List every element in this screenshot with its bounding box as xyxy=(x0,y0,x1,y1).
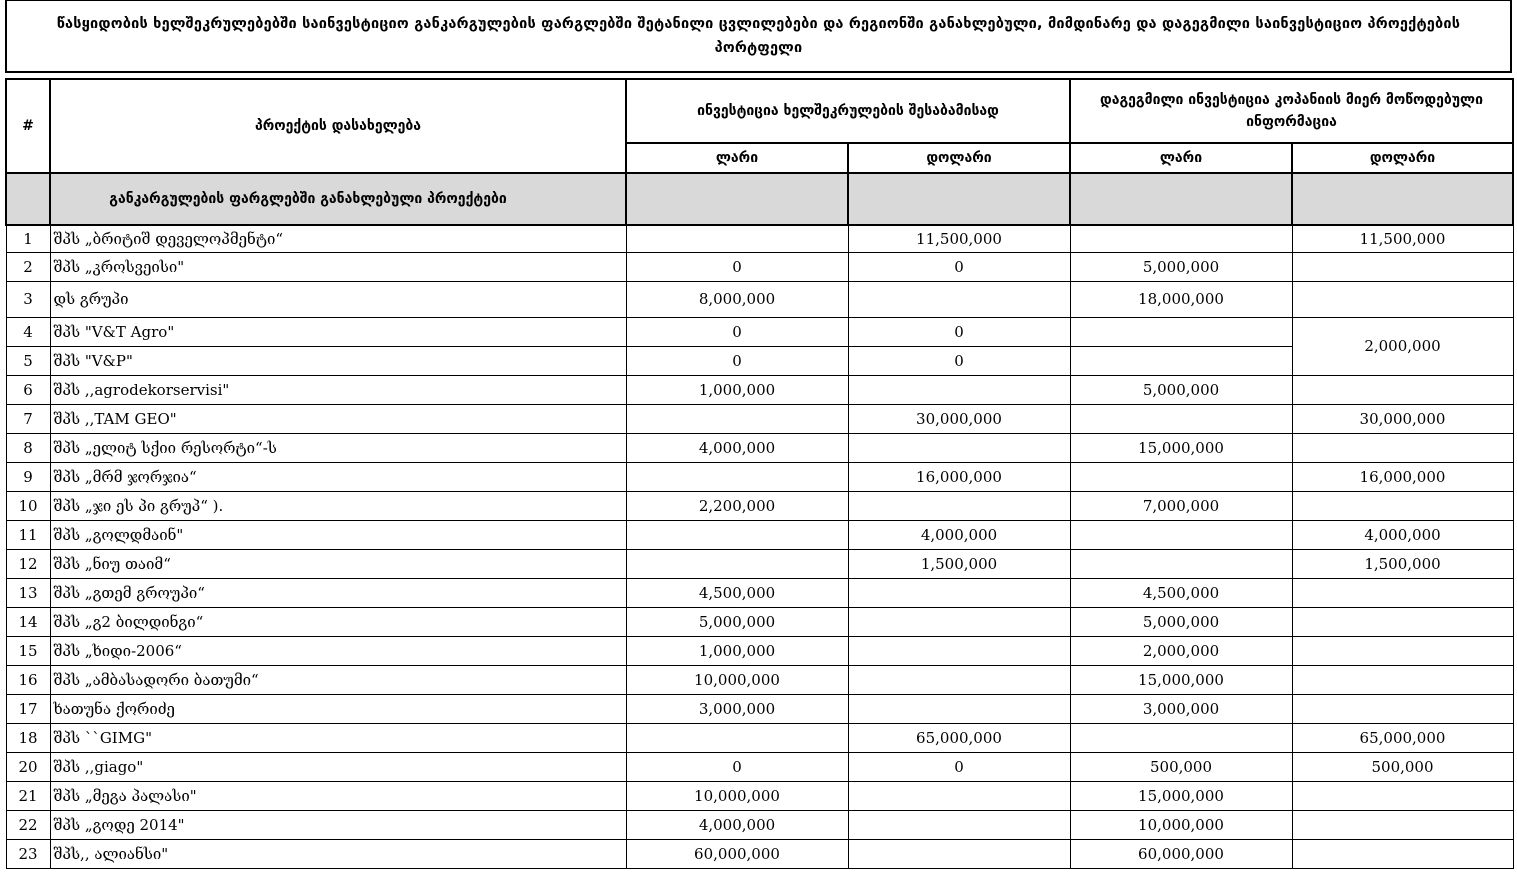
project-name: შპს "V&P" xyxy=(50,346,626,375)
contract-gel: 0 xyxy=(626,346,848,375)
section-title: განკარგულების ფარგლებში განახლებული პროექტები xyxy=(50,173,626,225)
contract-usd: 11,500,000 xyxy=(848,225,1070,252)
planned-gel: 3,000,000 xyxy=(1070,694,1292,723)
planned-usd: 16,000,000 xyxy=(1292,462,1513,491)
table-row xyxy=(6,607,1513,636)
header-project-name: პროექტის დასახელება xyxy=(50,79,626,173)
planned-gel: 5,000,000 xyxy=(1070,607,1292,636)
contract-gel: 0 xyxy=(626,752,848,781)
project-name: შპს „ელიტ სქიი რესორტი“-ს xyxy=(50,433,626,462)
project-name: შპს „გოლდმაინ" xyxy=(50,520,626,549)
contract-usd xyxy=(848,839,1070,868)
planned-gel: 15,000,000 xyxy=(1070,433,1292,462)
project-name: შპს ,,TAM GEO" xyxy=(50,404,626,433)
contract-gel xyxy=(626,723,848,752)
planned-usd xyxy=(1292,252,1513,281)
contract-gel xyxy=(626,549,848,578)
planned-gel: 60,000,000 xyxy=(1070,839,1292,868)
contract-usd xyxy=(848,781,1070,810)
planned-usd xyxy=(1292,607,1513,636)
planned-usd: 1,500,000 xyxy=(1292,549,1513,578)
contract-usd xyxy=(848,281,1070,317)
row-number: 18 xyxy=(6,723,50,752)
document-title: წასყიდობის ხელშეკრულებებში საინვესტიციო განკარგულების ფარგლებში შეტანილი ცვლილებები და რეგიონში განახლებული, მიმდინარე და დაგეგმილი საინვესტიციო პროექტების პორტფელი xyxy=(5,0,1512,73)
project-name: შპს ,,giago" xyxy=(50,752,626,781)
header-investment-planned: დაგეგმილი ინვესტიცია კოპანიის მიერ მოწოდებული ინფორმაცია xyxy=(1070,79,1513,143)
planned-usd xyxy=(1292,636,1513,665)
planned-gel: 4,500,000 xyxy=(1070,578,1292,607)
table-row xyxy=(6,723,1513,752)
row-number: 3 xyxy=(6,281,50,317)
header-planned-gel: ლარი xyxy=(1070,143,1292,173)
row-number: 15 xyxy=(6,636,50,665)
table-row xyxy=(6,404,1513,433)
row-number: 9 xyxy=(6,462,50,491)
table-row xyxy=(6,433,1513,462)
planned-usd: 4,000,000 xyxy=(1292,520,1513,549)
row-number: 14 xyxy=(6,607,50,636)
row-number: 1 xyxy=(6,225,50,252)
table-row xyxy=(6,491,1513,520)
table-row xyxy=(6,375,1513,404)
planned-gel xyxy=(1070,723,1292,752)
project-name: შპს,, ალიანსი" xyxy=(50,839,626,868)
row-number: 17 xyxy=(6,694,50,723)
table-row xyxy=(6,752,1513,781)
contract-usd xyxy=(848,694,1070,723)
header-investment-contract: ინვესტიცია ხელშეკრულების შესაბამისად xyxy=(626,79,1070,143)
planned-gel xyxy=(1070,520,1292,549)
planned-usd xyxy=(1292,491,1513,520)
project-name: ხათუნა ქორიძე xyxy=(50,694,626,723)
planned-usd xyxy=(1292,281,1513,317)
table-row xyxy=(6,810,1513,839)
row-number: 7 xyxy=(6,404,50,433)
row-number: 4 xyxy=(6,317,50,346)
contract-gel xyxy=(626,520,848,549)
contract-usd: 30,000,000 xyxy=(848,404,1070,433)
contract-gel: 4,500,000 xyxy=(626,578,848,607)
contract-usd: 4,000,000 xyxy=(848,520,1070,549)
contract-usd xyxy=(848,578,1070,607)
planned-gel: 15,000,000 xyxy=(1070,781,1292,810)
row-number: 2 xyxy=(6,252,50,281)
contract-gel xyxy=(626,225,848,252)
row-number: 23 xyxy=(6,839,50,868)
contract-gel: 4,000,000 xyxy=(626,810,848,839)
contract-gel xyxy=(626,462,848,491)
contract-usd: 0 xyxy=(848,346,1070,375)
planned-usd: 30,000,000 xyxy=(1292,404,1513,433)
row-number: 12 xyxy=(6,549,50,578)
planned-gel xyxy=(1070,346,1292,375)
spreadsheet xyxy=(5,0,1512,869)
section-row xyxy=(6,173,1513,225)
contract-usd xyxy=(848,433,1070,462)
project-name: შპს „ჯი ეს პი გრუპ“ ). xyxy=(50,491,626,520)
contract-gel: 0 xyxy=(626,252,848,281)
planned-gel: 15,000,000 xyxy=(1070,665,1292,694)
planned-usd: 11,500,000 xyxy=(1292,225,1513,252)
table-row xyxy=(6,317,1513,346)
contract-gel: 5,000,000 xyxy=(626,607,848,636)
row-number: 5 xyxy=(6,346,50,375)
contract-usd: 65,000,000 xyxy=(848,723,1070,752)
planned-usd xyxy=(1292,665,1513,694)
planned-gel: 500,000 xyxy=(1070,752,1292,781)
contract-usd xyxy=(848,810,1070,839)
planned-usd xyxy=(1292,781,1513,810)
planned-usd: 500,000 xyxy=(1292,752,1513,781)
project-name: შპს „ამბასადორი ბათუმი“ xyxy=(50,665,626,694)
table-row xyxy=(6,520,1513,549)
planned-usd xyxy=(1292,375,1513,404)
contract-usd xyxy=(848,491,1070,520)
table-row xyxy=(6,225,1513,252)
contract-gel: 2,200,000 xyxy=(626,491,848,520)
planned-gel xyxy=(1070,549,1292,578)
table-row xyxy=(6,549,1513,578)
table-row xyxy=(6,665,1513,694)
project-name: დს გრუპი xyxy=(50,281,626,317)
project-name: შპს „გოდე 2014" xyxy=(50,810,626,839)
table-row xyxy=(6,462,1513,491)
planned-usd: 2,000,000 xyxy=(1292,317,1513,375)
contract-gel: 3,000,000 xyxy=(626,694,848,723)
contract-gel: 1,000,000 xyxy=(626,375,848,404)
project-name: შპს „კროსვეისი" xyxy=(50,252,626,281)
project-name: შპს „ნიუ თაიმ“ xyxy=(50,549,626,578)
contract-gel: 4,000,000 xyxy=(626,433,848,462)
planned-gel xyxy=(1070,404,1292,433)
contract-gel: 0 xyxy=(626,317,848,346)
project-name: შპს „მეგა პალასი" xyxy=(50,781,626,810)
planned-gel xyxy=(1070,317,1292,346)
planned-gel: 18,000,000 xyxy=(1070,281,1292,317)
table-row xyxy=(6,252,1513,281)
header-contract-usd: დოლარი xyxy=(848,143,1070,173)
contract-gel xyxy=(626,404,848,433)
header-contract-gel: ლარი xyxy=(626,143,848,173)
header-planned-usd: დოლარი xyxy=(1292,143,1513,173)
planned-gel: 5,000,000 xyxy=(1070,252,1292,281)
planned-usd xyxy=(1292,433,1513,462)
project-name: შპს "V&T Agro" xyxy=(50,317,626,346)
investment-table xyxy=(5,73,1514,869)
table-row xyxy=(6,346,1513,375)
planned-usd xyxy=(1292,810,1513,839)
planned-usd xyxy=(1292,578,1513,607)
project-name: შპს „მრმ ჯორჯია“ xyxy=(50,462,626,491)
project-name: შპს „გთემ გროუპი“ xyxy=(50,578,626,607)
planned-gel: 5,000,000 xyxy=(1070,375,1292,404)
project-name: შპს ,,agrodekorservisi" xyxy=(50,375,626,404)
planned-gel: 10,000,000 xyxy=(1070,810,1292,839)
project-name: შპს „გ2 ბილდინგი“ xyxy=(50,607,626,636)
table-row xyxy=(6,578,1513,607)
planned-usd xyxy=(1292,839,1513,868)
table-row xyxy=(6,839,1513,868)
contract-usd xyxy=(848,665,1070,694)
row-number: 20 xyxy=(6,752,50,781)
header-number: # xyxy=(6,79,50,173)
contract-gel: 10,000,000 xyxy=(626,781,848,810)
planned-usd xyxy=(1292,694,1513,723)
row-number: 6 xyxy=(6,375,50,404)
row-number: 11 xyxy=(6,520,50,549)
contract-gel: 1,000,000 xyxy=(626,636,848,665)
row-number: 8 xyxy=(6,433,50,462)
planned-gel: 7,000,000 xyxy=(1070,491,1292,520)
row-number: 16 xyxy=(6,665,50,694)
contract-gel: 60,000,000 xyxy=(626,839,848,868)
contract-gel: 8,000,000 xyxy=(626,281,848,317)
project-name: შპს „ბრიტიშ დეველოპმენტი“ xyxy=(50,225,626,252)
planned-gel xyxy=(1070,225,1292,252)
contract-usd xyxy=(848,636,1070,665)
row-number: 10 xyxy=(6,491,50,520)
contract-usd: 0 xyxy=(848,252,1070,281)
row-number: 13 xyxy=(6,578,50,607)
contract-usd xyxy=(848,607,1070,636)
contract-usd xyxy=(848,375,1070,404)
row-number: 22 xyxy=(6,810,50,839)
table-row xyxy=(6,636,1513,665)
table-row xyxy=(6,694,1513,723)
contract-usd: 1,500,000 xyxy=(848,549,1070,578)
project-name: შპს „ხიდი-2006“ xyxy=(50,636,626,665)
contract-usd: 0 xyxy=(848,752,1070,781)
contract-gel: 10,000,000 xyxy=(626,665,848,694)
contract-usd: 16,000,000 xyxy=(848,462,1070,491)
planned-usd: 65,000,000 xyxy=(1292,723,1513,752)
table-row xyxy=(6,281,1513,317)
planned-gel: 2,000,000 xyxy=(1070,636,1292,665)
row-number: 21 xyxy=(6,781,50,810)
table-row xyxy=(6,781,1513,810)
planned-gel xyxy=(1070,462,1292,491)
contract-usd: 0 xyxy=(848,317,1070,346)
project-name: შპს ``GIMG" xyxy=(50,723,626,752)
